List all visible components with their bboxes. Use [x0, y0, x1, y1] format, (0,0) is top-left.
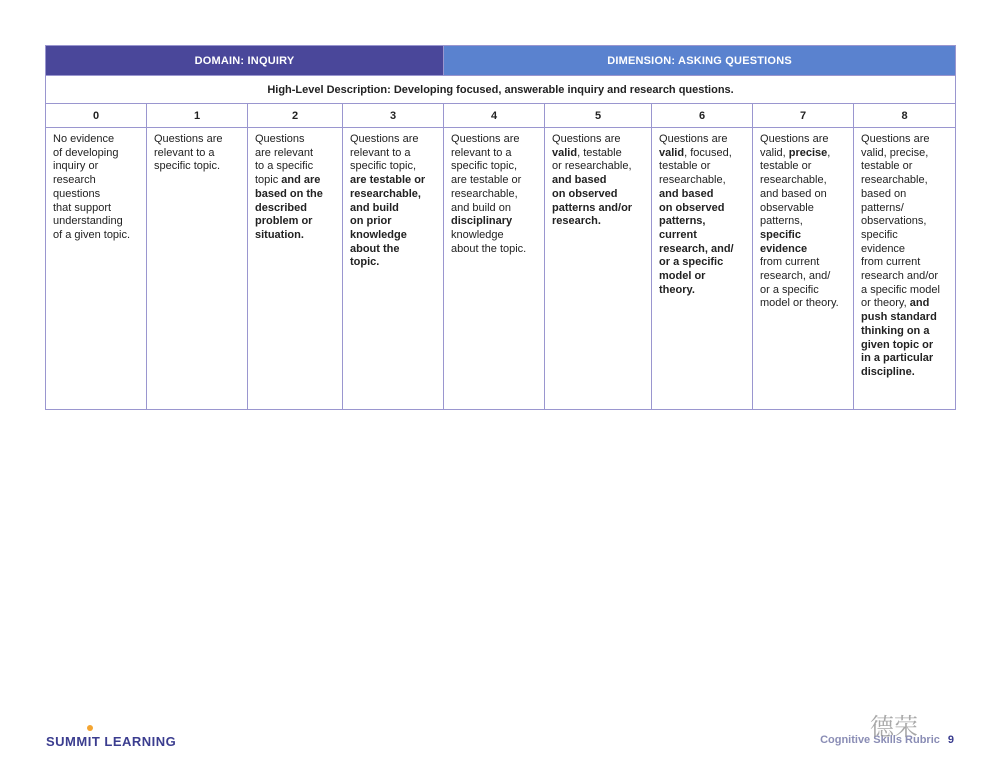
criteria-text [53, 133, 130, 241]
criteria-text [659, 133, 734, 296]
criteria-cell [46, 128, 147, 410]
level-header: 5 [545, 104, 652, 128]
criteria-text-bold: and push standard thinking on a given topic or in a particular discipline. [861, 297, 937, 378]
high-level-description: High-Level Description: Developing focused, answerable inquiry and research questions. [46, 76, 956, 104]
criteria-text-run: Questions are valid, precise, testable or researchable, based on patterns/ observations, specific evidence from current research and/or a specific model or theory, [861, 133, 940, 310]
criteria-cell [753, 128, 854, 410]
watermark-text: 德荣 [870, 713, 918, 741]
level-header: 0 [46, 104, 147, 128]
criteria-text [154, 133, 222, 172]
criteria-cell [545, 128, 652, 410]
criteria-text-run: , testable or researchable, and based on observable patterns, [760, 146, 831, 228]
level-header: 1 [147, 104, 248, 128]
criteria-text [255, 133, 323, 241]
criteria-text-run: No evidence of developing inquiry or research questions that support understanding of a given topic. [53, 133, 131, 241]
criteria-text-run: knowledge about the topic. [451, 228, 527, 255]
criteria-text-run: Questions are relevant to a specific topic, are testable or researchable, and build on [451, 133, 522, 214]
criteria-cell [248, 128, 343, 410]
criteria-cell [854, 128, 956, 410]
criteria-text-run: Questions are relevant to a specific topic, [350, 133, 419, 173]
criteria-cell [343, 128, 444, 410]
criteria-text-run: , testable or researchable, [552, 146, 632, 173]
criteria-cell [444, 128, 545, 410]
criteria-row [46, 128, 956, 410]
page-number: 9 [947, 734, 954, 746]
criteria-text [552, 133, 632, 227]
criteria-text-bold: valid [552, 146, 578, 159]
criteria-text [760, 133, 839, 309]
criteria-text-run: Questions are relevant to a specific topic [255, 133, 314, 187]
criteria-text-bold: precise [788, 146, 828, 159]
criteria-text-run: Questions are [659, 133, 728, 145]
criteria-text-run: Questions are relevant to a specific topic. [154, 133, 223, 173]
criteria-text-bold: disciplinary [451, 215, 513, 228]
criteria-text-bold: are testable or researchable, and build on prior knowledge about the topic. [350, 174, 426, 269]
brand-name: SUMMIT LEARNING [46, 734, 177, 749]
criteria-cell [652, 128, 753, 410]
criteria-text-bold: and based on observed patterns and/or research. [552, 174, 633, 228]
criteria-text [861, 133, 940, 378]
criteria-text-run: from current research, and/ or a specific model or theory. [760, 256, 839, 310]
level-header: 4 [444, 104, 545, 128]
criteria-text-bold: and based on observed patterns, current research, and/ or a specific model or theory. [659, 187, 734, 296]
dimension-header: DIMENSION: ASKING QUESTIONS [444, 46, 956, 76]
criteria-text-bold: specific evidence [760, 228, 808, 255]
level-row [46, 104, 956, 128]
document-title: Cognitive Skills Rubric [820, 734, 940, 746]
domain-header: DOMAIN: INQUIRY [46, 46, 444, 76]
level-header: 3 [343, 104, 444, 128]
criteria-text-run: Questions are valid, [760, 133, 829, 159]
criteria-cell [147, 128, 248, 410]
logo-dot-icon [87, 725, 93, 731]
level-header: 7 [753, 104, 854, 128]
criteria-text [350, 133, 425, 268]
level-header: 6 [652, 104, 753, 128]
summit-learning-logo [46, 734, 176, 749]
criteria-text-run: Questions are [552, 133, 621, 145]
criteria-text-run: , focused, testable or researchable, [659, 146, 732, 187]
level-header: 8 [854, 104, 956, 128]
criteria-text-bold: and are based on the described problem or situation. [255, 174, 323, 241]
criteria-text [451, 133, 526, 255]
rubric-table [45, 45, 956, 410]
criteria-text-bold: valid [659, 146, 685, 159]
level-header: 2 [248, 104, 343, 128]
